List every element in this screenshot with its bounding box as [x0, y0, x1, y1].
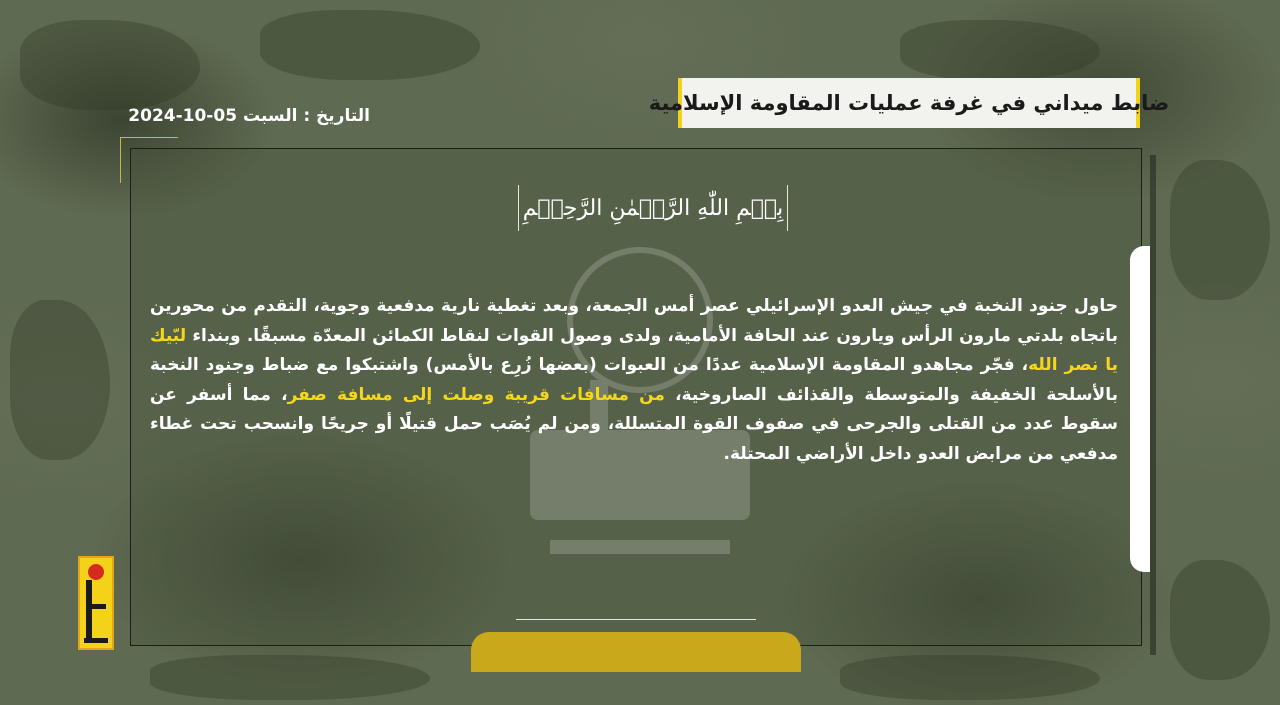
statement-body: [150, 292, 1118, 469]
body-part-2: ، فجّر مجاهدو المقاومة الإسلامية عددًا من العبوات (بعضها زُرِع بالأمس) واشتبكوا مع ضباط وجنود النخبة بالأسلحة الخفيفة والمتوسطة والقذائف الصاروخية،: [150, 355, 1118, 405]
camo-pattern: [1170, 160, 1270, 300]
basmala-frame: [518, 185, 788, 231]
body-highlight-1: لبّيك يا نصر الله: [150, 325, 1118, 375]
panel-side-strip: [1150, 155, 1156, 655]
bottom-bar: [471, 632, 801, 672]
camo-pattern: [260, 10, 480, 80]
camo-pattern: [840, 655, 1100, 700]
camo-pattern: [20, 20, 200, 110]
corner-accent: [120, 137, 121, 183]
title-box: [648, 78, 1170, 128]
date-day: السبت: [242, 106, 298, 126]
side-tab: [1130, 246, 1150, 572]
date-label: التاريخ :: [303, 106, 370, 126]
page-title: ضابط ميداني في غرفة عمليات المقاومة الإسلامية: [648, 91, 1170, 115]
camo-pattern: [150, 655, 430, 700]
date-line: [128, 106, 370, 126]
camo-pattern: [10, 300, 110, 460]
bottom-divider: [516, 619, 756, 620]
logo: [78, 556, 114, 650]
camo-pattern: [1170, 560, 1270, 680]
body-part-1: حاول جنود النخبة في جيش العدو الإسرائيلي عصر أمس الجمعة، وبعد تغطية نارية مدفعية وجوية، التقدم من محورين باتجاه بلدتي مارون الرأس ويارون عند الحافة الأمامية، ولدى وصول القوات لنقاط الكمائن المعدّة مسبقًا. وبنداء: [150, 296, 1118, 346]
hezbollah-emblem-icon: [80, 558, 112, 648]
corner-accent: [120, 137, 178, 138]
date-value: 2024-10-05: [128, 106, 238, 126]
body-highlight-2: من مسافات قريبة وصلت إلى مسافة صفر: [287, 384, 665, 405]
body-part-3: ، مما أسفر عن سقوط عدد من القتلى والجرحى في صفوف القوة المتسللة، ومن لم يُصَب حمل قتيلًا أو جريحًا وانسحب تحت غطاء مدفعي من مرابض العدو داخل الأراضي المحتلة.: [150, 384, 1118, 464]
camo-pattern: [900, 20, 1100, 80]
basmala-text: بِسۡمِ اللّٰهِ الرَّحۡمٰنِ الرَّحِيۡمِ: [522, 195, 784, 221]
